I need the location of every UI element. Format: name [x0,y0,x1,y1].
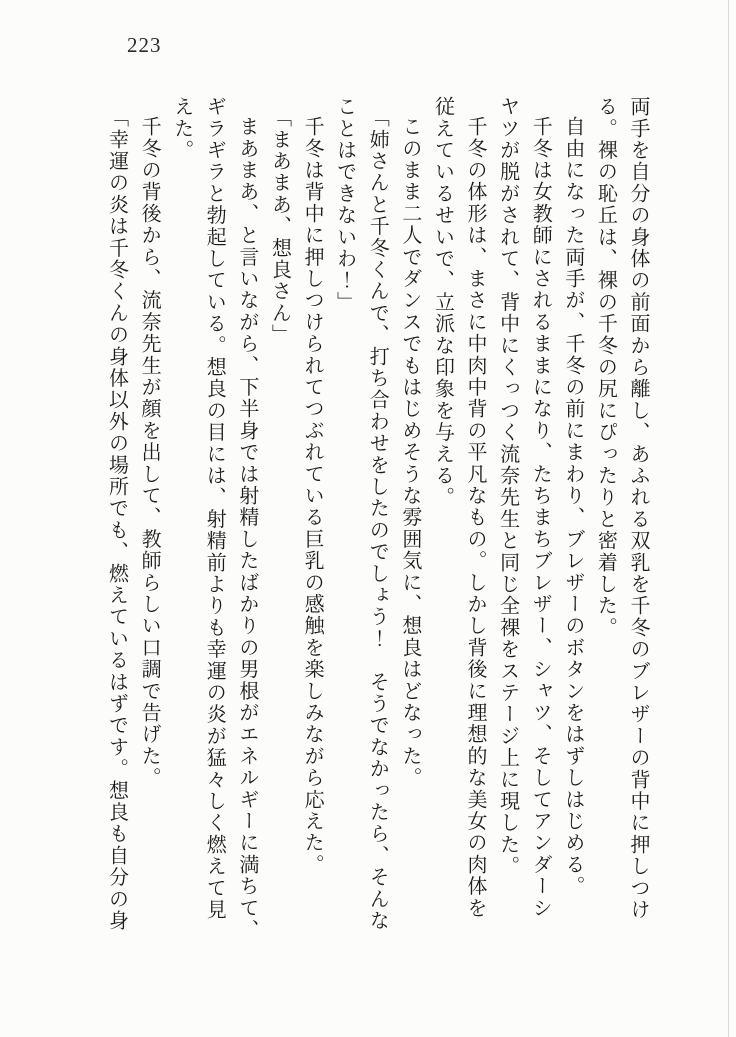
text-line: 「姉さんと千冬くんで、打ち合わせをしたのでしょう！ そうでなかったら、そんな [366,107,389,932]
text-line: えた。 [170,96,193,162]
text-line: まあまあ、と言いながら、下半身では射精したばかりの男根がエネルギーに満ちて、 [235,116,258,941]
page-edge-line [728,0,729,1037]
text-line: 「まあまあ、想良さん」 [268,107,291,346]
text-line: 従えているせいで、立派な印象を与える。 [431,96,454,509]
text-line: 千冬は女教師にされるままになり、たちまちブレザー、シャツ、そしてアンダーシ [529,116,552,919]
text-line: 千冬の体形は、まさに中肉中背の平凡なもの。しかし背後に理想的な美女の肉体を [464,116,487,919]
text-line: ことはできないわ！」 [333,96,356,313]
vertical-text-block [100,96,654,942]
text-line: ギラギラと勃起している。想良の目には、射精前よりも幸運の炎が猛々しく燃えて見 [203,96,226,921]
text-line: 自由になった両手が、千冬の前にまわり、ブレザーのボタンをはずしはじめる。 [561,116,584,898]
text-line: 両手を自分の身体の前面から離し、あふれる双乳を千冬のブレザーの背中に押しつけ [627,96,649,921]
page-number: 223 [127,33,162,57]
text-line: 「幸運の炎は千冬くんの身体以外の場所でも、燃えているはずです。想良も自分の身 [105,107,128,932]
text-line: このまま二人でダンスでもはじめそうな雰囲気に、想良はどなった。 [398,116,421,789]
text-line: る。裸の恥丘は、裸の千冬の尻にぴったりと密着した。 [594,96,617,639]
text-line: 千冬は背中に押しつけられてつぶれている巨乳の感触を楽しみながら応えた。 [301,116,324,876]
text-line: 千冬の背後から、流奈先生が顔を出して、教師らしい口調で告げた。 [138,116,161,789]
text-line: ヤツが脱がされて、背中にくっつく流奈先生と同じ全裸をステージ上に現した。 [496,96,519,878]
